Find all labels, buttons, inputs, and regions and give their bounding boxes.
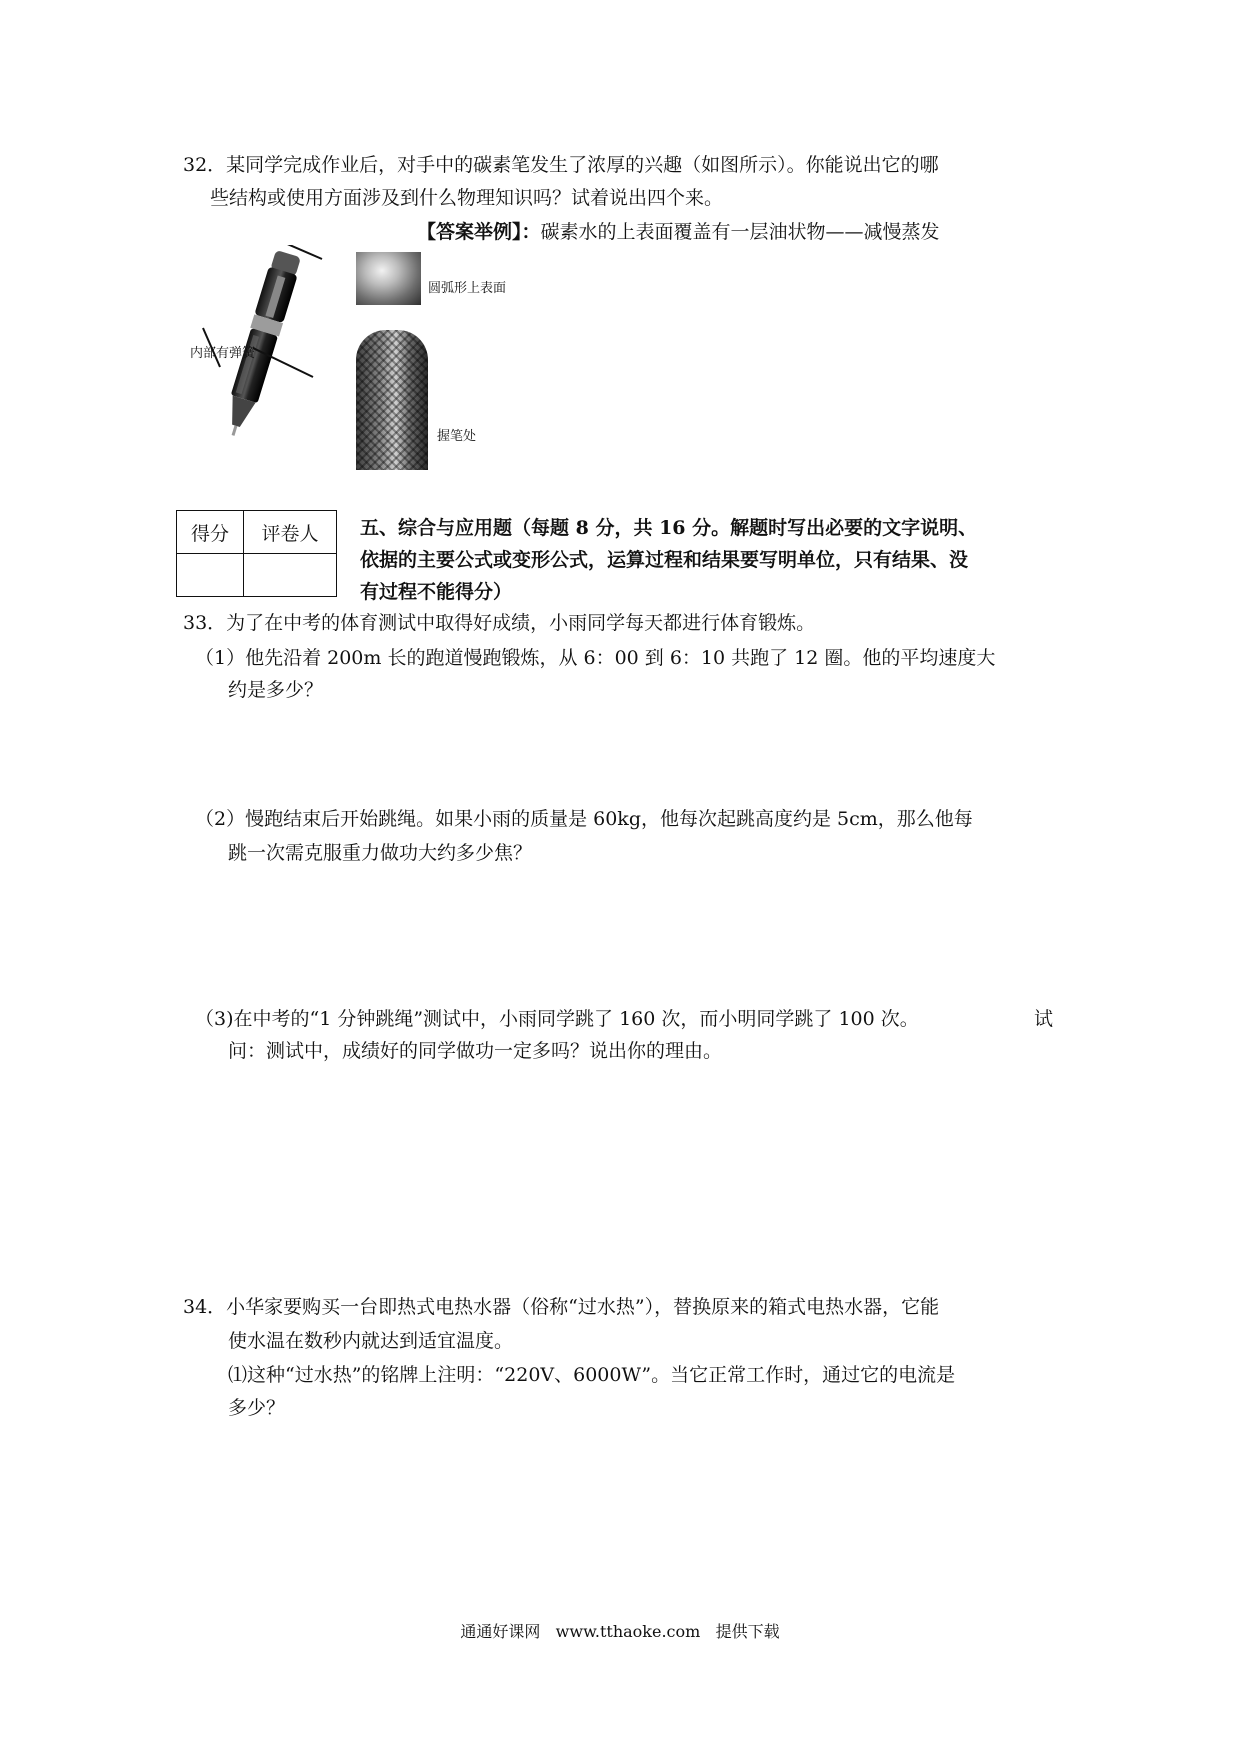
pen-top-photo (356, 252, 421, 305)
example-text: 碳素水的上表面覆盖有一层油状物——减慢蒸发 (540, 221, 940, 243)
q33-p3-line2: 问：测试中，成绩好的同学做功一定多吗？说出你的理由。 (228, 1040, 723, 1062)
label-grip: 握笔处 (437, 429, 477, 444)
q33-p2-line2: 跳一次需克服重力做功大约多少焦？ (228, 842, 533, 864)
example-label: 【答案举例】： (417, 221, 541, 243)
q32-line2: 些结构或使用方面涉及到什么物理知识吗？试着说出四个来。 (210, 187, 724, 209)
q33-p3-line1: （3)在中考的“1 分钟跳绳”测试中，小雨同学跳了 160 次，而小明同学跳了 100 次。 (195, 1008, 919, 1030)
q34-p1-line2: 多少？ (228, 1397, 286, 1419)
q33-stem: 33．为了在中考的体育测试中取得好成绩，小雨同学每天都进行体育锻炼。 (183, 612, 816, 634)
section5-line2: 依据的主要公式或变形公式，运算过程和结果要写明单位，只有结果、没 (360, 549, 969, 571)
q34-line2: 使水温在数秒内就达到适宜温度。 (228, 1330, 514, 1352)
grader-cell[interactable] (244, 554, 337, 597)
q33-p1-line2: 约是多少？ (228, 679, 324, 701)
label-spring: 内部有弹簧 (190, 346, 256, 361)
pen-grip-photo (356, 330, 428, 470)
q34-p1-line1: ⑴这种“过水热”的铭牌上注明：“220V、6000W”。当它正常工作时，通过它的电流是 (228, 1364, 956, 1386)
q33-p3-tail: 试 (1034, 1008, 1054, 1030)
q32-line1: 32．某同学完成作业后，对手中的碳素笔发生了浓厚的兴趣（如图所示）。你能说出它的哪 (183, 154, 939, 176)
grader-header: 评卷人 (244, 511, 337, 554)
label-top-surface: 圆弧形上表面 (428, 281, 507, 296)
q33-p2-line1: （2）慢跑结束后开始跳绳。如果小雨的质量是 60kg，他每次起跳高度约是 5cm，那么他每 (195, 808, 973, 830)
pen-point (232, 425, 238, 435)
score-cell[interactable] (177, 554, 244, 597)
q34-line1: 34．小华家要购买一台即热式电热水器（俗称“过水热”），替换原来的箱式电热水器，它能 (183, 1296, 940, 1318)
page-footer: 通通好课网 www.tthaoke.com 提供下载 (460, 1622, 780, 1641)
q33-p1-line1: （1）他先沿着 200m 长的跑道慢跑锻炼，从 6：00 到 6：10 共跑了 12 圈。他的平均速度大 (195, 647, 996, 669)
q32-example (417, 217, 940, 247)
section5-line1: 五、综合与应用题（每题 8 分，共 16 分。解题时写出必要的文字说明、 (360, 517, 978, 539)
score-table (176, 510, 337, 597)
score-header: 得分 (177, 511, 244, 554)
section5-line3: 有过程不能得分） (360, 581, 513, 603)
